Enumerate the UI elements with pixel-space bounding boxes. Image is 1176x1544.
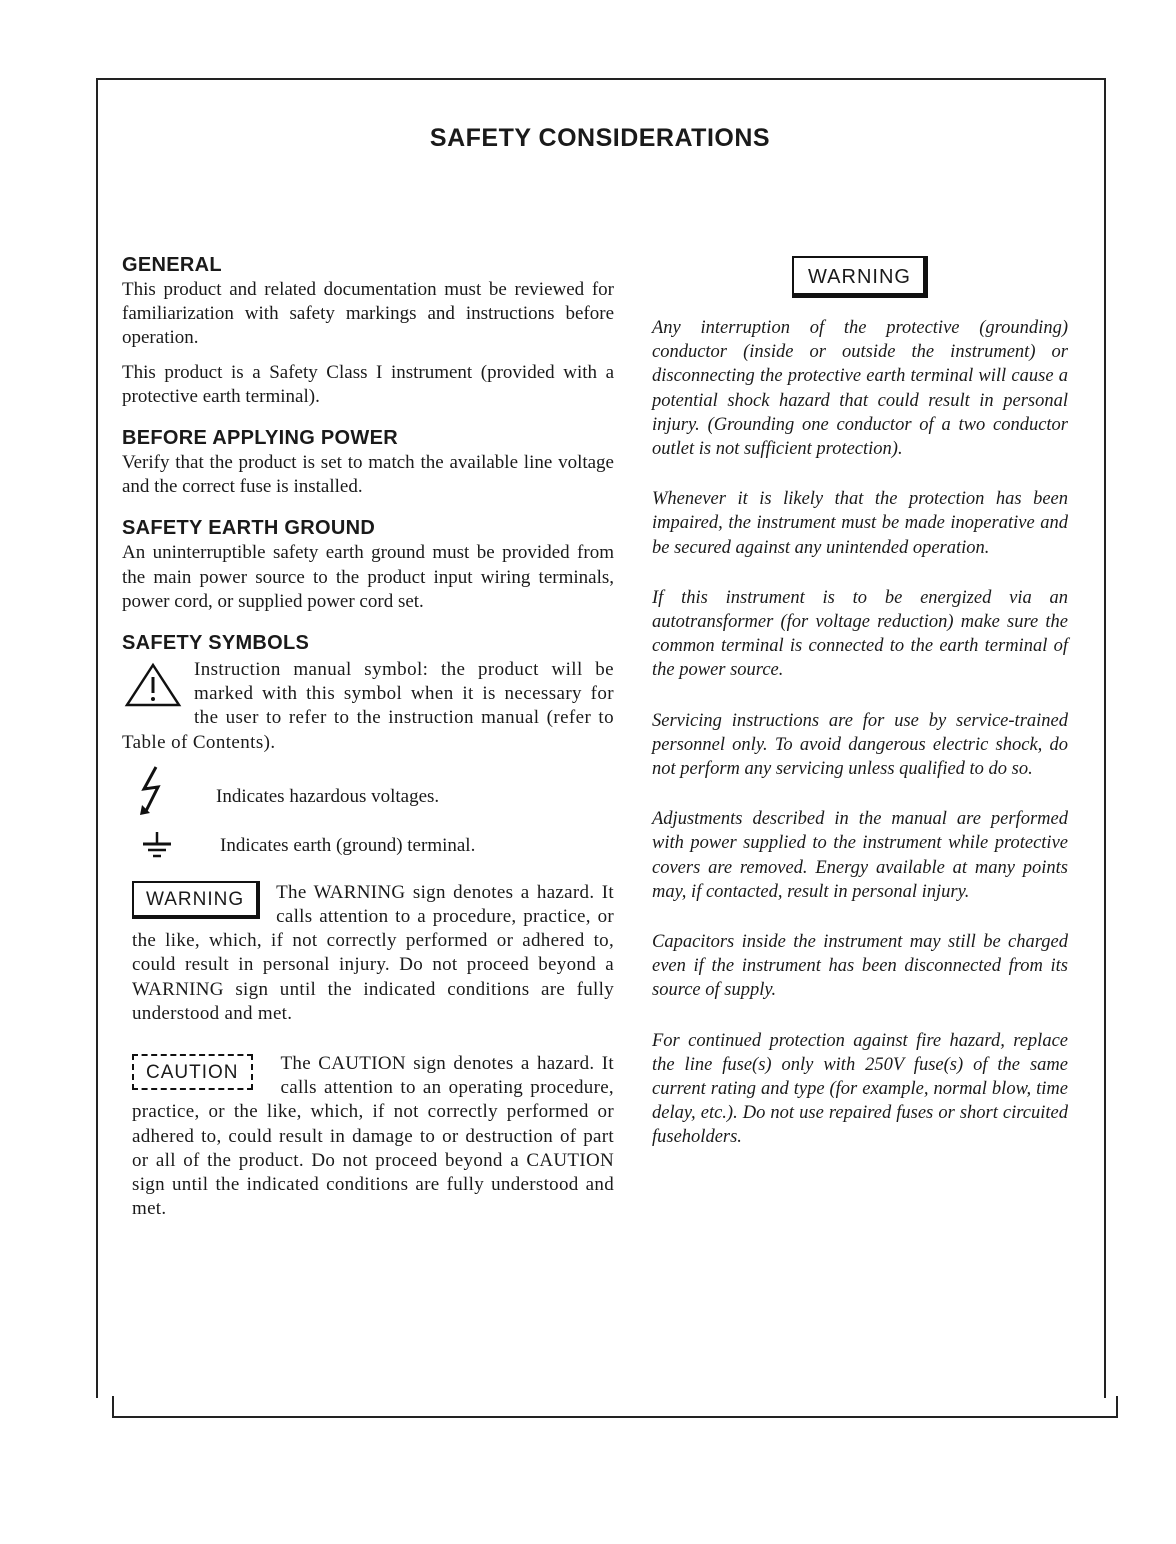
left-column bbox=[122, 252, 614, 1221]
lightning-bolt-icon bbox=[122, 765, 216, 820]
frame-edge bbox=[112, 1396, 114, 1416]
caution-triangle-icon bbox=[124, 662, 182, 713]
general-paragraph-1: This product and related documentation must be reviewed for familiarization with safety markings and instructions before operation. bbox=[122, 279, 614, 349]
warning-paragraph-1: Any interruption of the protective (grounding) conductor (inside or outside the instrument) or disconnecting the protective earth terminal will cause a potential shock hazard that could result in personal injury. (Grounding one conductor of a two conductor outlet is not sufficient protection). bbox=[652, 318, 1068, 460]
general-paragraph-2: This product is a Safety Class I instrument (provided with a protective earth terminal). bbox=[122, 361, 614, 407]
caution-sign-text: The CAUTION sign denotes a hazard. It calls attention to an operating procedure, practice, or the like, which, if not correctly performed or adhered to, could result in damage to or destruction of part or all of the product. Do not proceed beyond a CAUTION sign until the indicated conditions are fully understood and met. bbox=[132, 1053, 614, 1220]
warning-paragraph-3: If this instrument is to be energized via an autotransformer (for voltage reduction) make sure the common terminal is connected to the earth terminal of the power source. bbox=[652, 587, 1068, 681]
hazard-symbol-row bbox=[122, 765, 614, 820]
general-heading: GENERAL bbox=[122, 254, 222, 276]
warning-paragraph-5: Adjustments described in the manual are performed with power supplied to the instrument while protective covers are removed. Energy available at many points may, if contacted, result in personal injury. bbox=[652, 809, 1068, 902]
warning-sign-text: The WARNING sign denotes a hazard. It calls attention to a procedure, practice, or the like, which, if not correctly performed or adhered to, could result in personal injury. Do not proceed beyond a WARNING sign until the indicated conditions are fully understood and met. bbox=[132, 881, 614, 1024]
before-power-heading: BEFORE APPLYING POWER bbox=[122, 427, 398, 450]
page-title: SAFETY CONSIDERATIONS bbox=[429, 124, 771, 152]
safety-symbols-heading: SAFETY SYMBOLS bbox=[122, 632, 310, 655]
earth-ground-heading: SAFETY EARTH GROUND bbox=[122, 517, 376, 540]
warning-paragraph-6: Capacitors inside the instrument may still be charged even if the instrument has been disconnected from its source of supply. bbox=[652, 932, 1068, 1001]
caution-label: CAUTION bbox=[132, 1054, 253, 1090]
right-column bbox=[652, 252, 1068, 1150]
earth-symbol-text: Indicates earth (ground) terminal. bbox=[220, 834, 476, 856]
earth-ground-icon bbox=[122, 830, 220, 865]
warning-header-label: WARNING bbox=[792, 256, 928, 298]
warning-paragraph-7: For continued protection against fire hazard, replace the line fuse(s) only with 250V fuse(s) of the same current rating and type (for example, normal blow, time delay, etc.). Do not use repaired fuses or short circuited fuseholders. bbox=[652, 1030, 1068, 1148]
warning-paragraph-2: Whenever it is likely that the protection has been impaired, the instrument must be made inoperative and be secured against any unintended operation. bbox=[652, 489, 1068, 558]
warning-paragraph-4: Servicing instructions are for use by service-trained personnel only. To avoid dangerous electric shock, do not perform any servicing unless qualified to do so. bbox=[652, 710, 1068, 780]
frame-edge bbox=[1116, 1396, 1118, 1416]
before-power-paragraph: Verify that the product is set to match the available line voltage and the correct fuse is installed. bbox=[122, 452, 614, 498]
hazard-symbol-text: Indicates hazardous voltages. bbox=[216, 785, 440, 807]
frame-bottom-edge bbox=[112, 1416, 1118, 1418]
manual-symbol-text: Instruction manual symbol: the product will be marked with this symbol when it is necessary for the user to refer to the instruction manual (refer to Table of Contents). bbox=[122, 659, 614, 753]
earth-ground-paragraph: An uninterruptible safety earth ground must be provided from the main power source to the product input wiring terminals, power cord, or supplied power cord set. bbox=[122, 542, 614, 612]
earth-symbol-row bbox=[122, 830, 614, 865]
warning-label: WARNING bbox=[132, 881, 260, 919]
